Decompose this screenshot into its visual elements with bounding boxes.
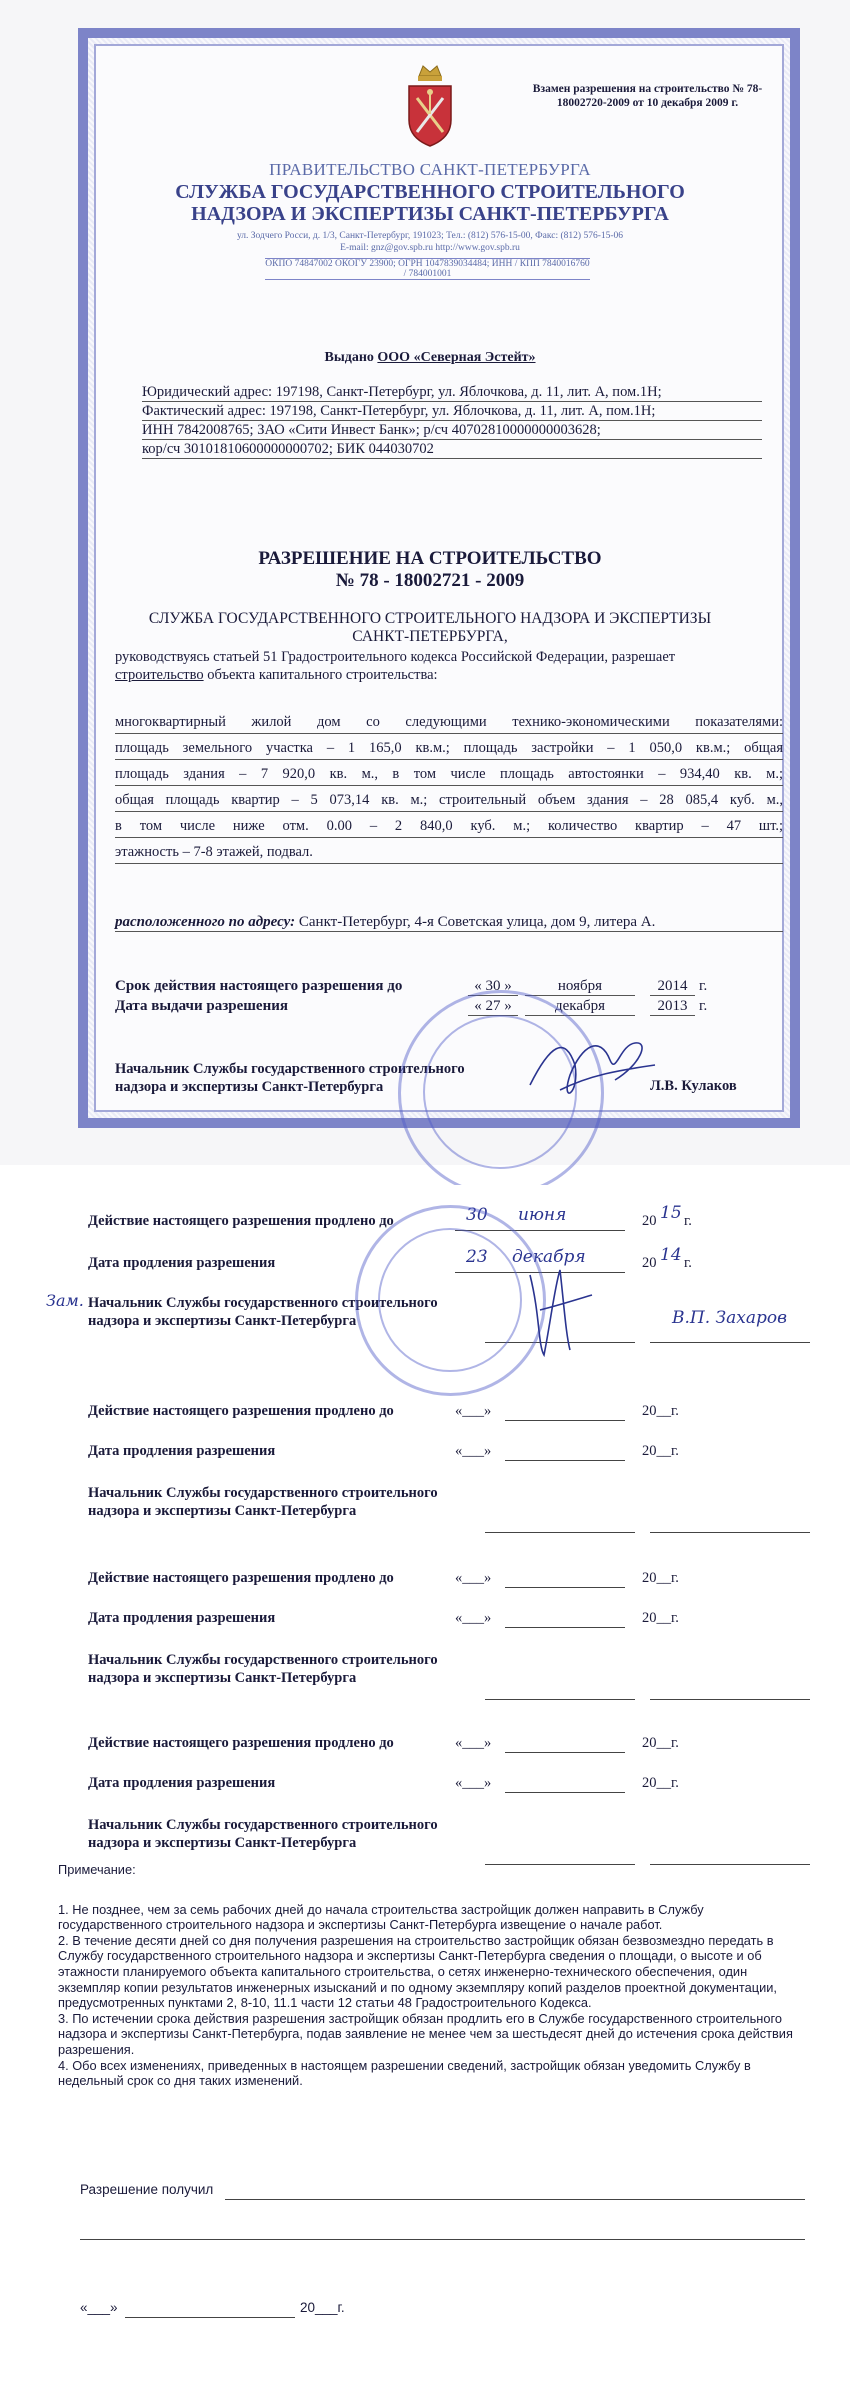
- extension-date-day-4: «___»: [455, 1775, 492, 1791]
- extension-year-2: 20__г.: [642, 1403, 679, 1419]
- validity-day: « 30 »: [468, 978, 518, 996]
- issue-day: « 27 »: [468, 998, 518, 1016]
- agency-heading-line2: НАДЗОРА И ЭКСПЕРТИЗЫ САНКТ-ПЕТЕРБУРГА: [191, 203, 669, 225]
- extension-day-2: «___»: [455, 1403, 492, 1419]
- issue-date-label: Дата выдачи разрешения: [115, 998, 288, 1014]
- notes-section: [58, 1862, 810, 2089]
- issued-to-line: [140, 350, 720, 366]
- chief-name: Л.В. Кулаков: [650, 1078, 737, 1094]
- extension-year-suffix-1: г.: [684, 1213, 692, 1229]
- legal-basis-line1: руководствуясь статьей 51 Градостроительного кодекса Российской Федерации, разрешает: [115, 649, 676, 665]
- extension-label-2: Действие настоящего разрешения продлено до: [88, 1403, 394, 1419]
- actual-address: Фактический адрес: 197198, Санкт-Петербург, ул. Яблочкова, д. 11, лит. А, пом.1Н;: [142, 403, 762, 421]
- extension-year-prefix-1: 20: [642, 1213, 657, 1229]
- permit-title: [140, 548, 720, 592]
- extension-date-month-1: декабря: [512, 1247, 586, 1267]
- permit-number: № 78 - 18002721 - 2009: [335, 570, 525, 591]
- note-3: 3. По истечении срока действия разрешения застройщик обязан продлить его в Службе государственного строительного надзора и экспертизы Санкт-Петербурга, подав заявление не менее чем за шестьдесят дней до истечения срока действия разрешения.: [58, 2010, 793, 2057]
- extension-signature-icon: [520, 1255, 600, 1365]
- extension-date-label-2: Дата продления разрешения: [88, 1443, 276, 1459]
- extension-date-year-2: 20__г.: [642, 1443, 679, 1459]
- validity-year: 2014: [650, 978, 695, 996]
- received-day: «___»: [80, 2300, 118, 2315]
- issuing-agency-line1: СЛУЖБА ГОСУДАРСТВЕННОГО СТРОИТЕЛЬНОГО НАДЗОРА И ЭКСПЕРТИЗЫ: [148, 610, 712, 627]
- object-line-6: этажность – 7-8 этажей, подвал.: [115, 842, 783, 864]
- object-line-2: площадь земельного участка – 1 165,0 кв.м.; площадь застройки – 1 050,0 кв.м.; общая: [115, 738, 783, 760]
- contacts-address: ул. Зодчего Росси, д. 1/3, Санкт-Петербург, 191023; Тел.: (812) 576-15-00, Факс: (812) 576-15-06: [236, 231, 624, 241]
- bank-details-line1: ИНН 7842008765; ЗАО «Сити Инвест Банк»; р/сч 40702810000000003628;: [142, 422, 762, 440]
- chief-title-1-line1: Начальник Службы государственного строительного: [88, 1295, 438, 1311]
- legal-basis-line2: [115, 666, 785, 684]
- location-value: Санкт-Петербург, 4-я Советская улица, дом 9, литера А.: [298, 914, 656, 930]
- replacement-note: Взамен разрешения на строительство № 78-18002720-2009 от 10 декабря 2009 г.: [532, 83, 763, 109]
- legal-basis: [115, 648, 785, 684]
- government-heading: ПРАВИТЕЛЬСТВО САНКТ-ПЕТЕРБУРГА: [269, 160, 591, 179]
- issued-to-company: ООО «Северная Эстейт»: [377, 350, 536, 365]
- object-line-4: общая площадь квартир – 5 073,14 кв. м.; строительный объем здания – 28 085,4 куб. м.,: [115, 790, 783, 812]
- permit-page-2: [0, 1185, 850, 2386]
- extension-stamp-icon: [355, 1205, 546, 1396]
- validity-row: [115, 978, 785, 997]
- extension-date-label-4: Дата продления разрешения: [88, 1775, 276, 1791]
- note-1: 1. Не позднее, чем за семь рабочих дней до начала строительства застройщик должен направить в Службу государственного строительного надзора и экспертизы Санкт-Петербурга извещение о начале работ.: [58, 1901, 704, 1933]
- extension-label-4: Действие настоящего разрешения продлено до: [88, 1735, 394, 1751]
- legal-address: Юридический адрес: 197198, Санкт-Петербург, ул. Яблочкова, д. 11, лит. А, пом.1Н;: [142, 384, 762, 402]
- chief-title-2-line2: надзора и экспертизы Санкт-Петербурга: [88, 1503, 357, 1519]
- agency-codes: ОКПО 74847002 ОКОГУ 23900; ОГРН 1047839034484; ИНН / КПП 7840016760 / 784001001: [265, 259, 590, 279]
- object-line-3: площадь здания – 7 920,0 кв. м., в том числе площадь автостоянки – 934,40 кв. м.;: [115, 764, 783, 786]
- bank-details-line2: кор/сч 30101810600000000702; БИК 044030702: [142, 441, 762, 459]
- issue-month: декабря: [525, 998, 635, 1016]
- validity-label: Срок действия настоящего разрешения до: [115, 978, 403, 994]
- validity-month: ноября: [525, 978, 635, 996]
- object-line-1: многоквартирный жилой дом со следующими технико-экономическими показателями:: [115, 712, 783, 734]
- extension-month-1: июня: [518, 1205, 567, 1225]
- chief-title-line2: надзора и экспертизы Санкт-Петербурга: [115, 1079, 384, 1095]
- extension-date-year-4: 20__г.: [642, 1775, 679, 1791]
- extension-date-label-1: Дата продления разрешения: [88, 1255, 276, 1271]
- issued-label: Выдано: [324, 350, 374, 365]
- location-label: расположенного по адресу:: [115, 914, 296, 930]
- notes-title: Примечание:: [58, 1862, 136, 1877]
- location-line: [115, 914, 783, 932]
- chief-title-3-line2: надзора и экспертизы Санкт-Петербурга: [88, 1670, 357, 1686]
- extension-date-year-suffix-1: г.: [684, 1255, 692, 1271]
- agency-contacts: [140, 230, 720, 254]
- chief-title-1-line2: надзора и экспертизы Санкт-Петербурга: [88, 1313, 357, 1329]
- extension-date-year-1: 14: [660, 1245, 682, 1265]
- note-4: 4. Обо всех изменениях, приведенных в настоящем разрешении сведений, застройщик обязан уведомить Службу в недельный срок со дня таких изменений.: [58, 2057, 751, 2089]
- permit-page-1: [0, 0, 850, 1165]
- note-2: 2. В течение десяти дней со дня получения разрешения на строительство застройщик обязан безвозмездно передать в Службу государственного строительного надзора и экспертизы Санкт-Петербурга сведения о площади, о высоте и об этажности планируемого объекта капитального строительства, о сетях инженерно-технического обеспечения, один экземпляр копии результатов инженерных изысканий и по одному экземпляру копий разделов проектной документации, предусмотренных пунктами 2, 8-10, 11.1 части 12 статьи 48 Градостроительного Кодекса.: [58, 1932, 777, 2011]
- extension-date-label-3: Дата продления разрешения: [88, 1610, 276, 1626]
- extension-date-day-1: 23: [466, 1247, 488, 1267]
- chief-title-4-line1: Начальник Службы государственного строительного: [88, 1817, 438, 1833]
- extension-label-3: Действие настоящего разрешения продлено до: [88, 1570, 394, 1586]
- issuing-agency-line2: САНКТ-ПЕТЕРБУРГА,: [352, 628, 508, 645]
- issuing-agency: [110, 610, 750, 646]
- issue-year: 2013: [650, 998, 695, 1016]
- received-year: 20___г.: [300, 2300, 345, 2315]
- validity-year-suffix: г.: [699, 978, 708, 994]
- extension-label-1: Действие настоящего разрешения продлено до: [88, 1213, 394, 1229]
- extension-date-day-3: «___»: [455, 1610, 492, 1626]
- signature-icon: [520, 1025, 660, 1110]
- chief-title-line1: Начальник Службы государственного строительного: [115, 1061, 465, 1077]
- construction-word: строительство: [115, 667, 204, 683]
- extension-year-4: 20__г.: [642, 1735, 679, 1751]
- received-label: Разрешение получил: [80, 2182, 214, 2197]
- object-intro: объекта капитального строительства:: [203, 667, 438, 683]
- extension-year-1: 15: [660, 1203, 682, 1223]
- extension-day-1: 30: [466, 1205, 488, 1225]
- contacts-web: E-mail: gnz@gov.spb.ru http://www.gov.spb.ru: [340, 243, 520, 253]
- agency-heading-line1: СЛУЖБА ГОСУДАРСТВЕННОГО СТРОИТЕЛЬНОГО: [175, 181, 685, 203]
- extension-year-3: 20__г.: [642, 1570, 679, 1586]
- extension-date-year-3: 20__г.: [642, 1610, 679, 1626]
- object-line-5: в том числе ниже отм. 0.00 – 2 840,0 куб. м.; количество квартир – 47 шт.;: [115, 816, 783, 838]
- extension-day-4: «___»: [455, 1735, 492, 1751]
- coat-of-arms-icon: [405, 58, 455, 150]
- extension-date-day-2: «___»: [455, 1443, 492, 1459]
- issue-year-suffix: г.: [699, 998, 708, 1014]
- extension-date-year-prefix-1: 20: [642, 1255, 657, 1271]
- chief-title-3-line1: Начальник Службы государственного строительного: [88, 1652, 438, 1668]
- chief-title-2-line1: Начальник Службы государственного строительного: [88, 1485, 438, 1501]
- agency-heading: [140, 181, 720, 225]
- chief-title-4-line2: надзора и экспертизы Санкт-Петербурга: [88, 1835, 357, 1851]
- signer-name-1: В.П. Захаров: [672, 1308, 787, 1328]
- deputy-mark: Зам.: [46, 1291, 84, 1310]
- permit-title-text: РАЗРЕШЕНИЕ НА СТРОИТЕЛЬСТВО: [258, 548, 602, 569]
- extension-day-3: «___»: [455, 1570, 492, 1586]
